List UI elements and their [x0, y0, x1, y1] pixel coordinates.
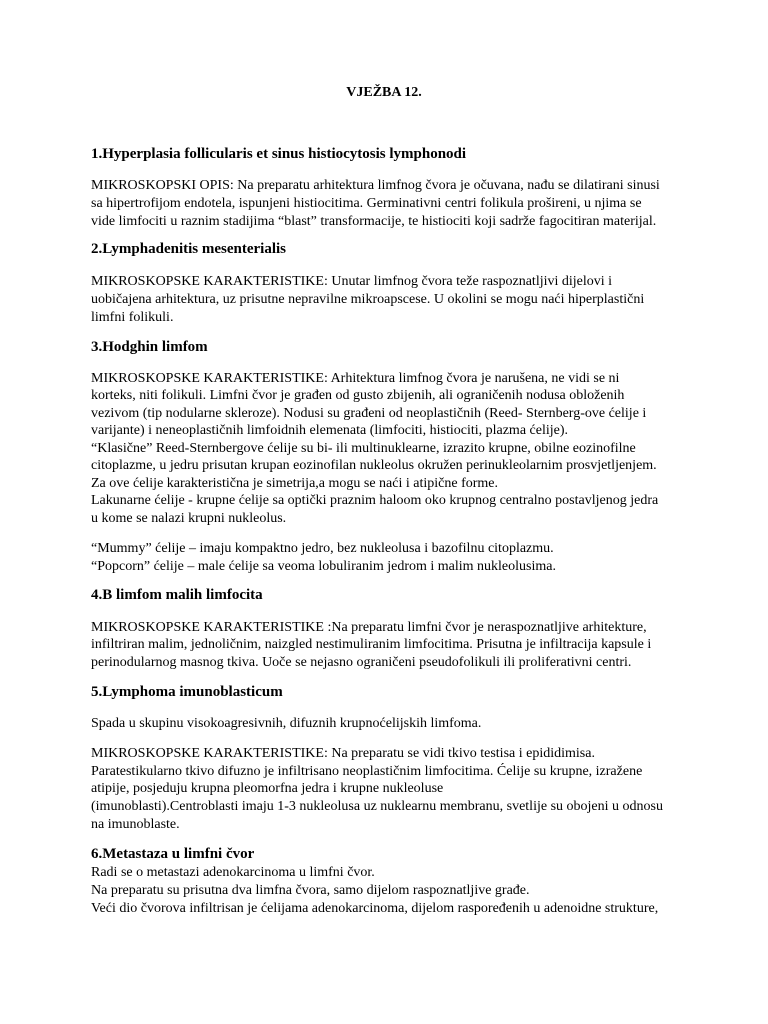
section-3-line: u kome se nalazi krupni nukleolus.: [91, 511, 287, 526]
section-3-line: “Popcorn” ćelije – male ćelije sa veoma lobuliranim jedrom i malim nukleolusima.: [91, 559, 556, 574]
section-5-line: Spada u skupinu visokoagresivnih, difuznih krupnoćelijskih limfoma.: [91, 716, 482, 731]
section-1-line: sa hipertrofijom endotela, ispunjeni histiocitima. Germinativni centri folikula prošireni, u njima se: [91, 196, 642, 211]
section-4-heading: 4.B limfom malih limfocita: [91, 587, 263, 603]
section-2-line: limfni folikuli.: [91, 310, 174, 325]
section-4-line: perinodularnog masnog tkiva. Uoče se nejasno ograničeni pseudofolikuli ili proliferativni centri.: [91, 655, 632, 670]
section-3-line: citoplazme, u jedru prisutan krupan eozinofilan nukleolus okružen perinukleolarnim prosvjetljenjem.: [91, 458, 657, 473]
section-2-line: uobičajena arhitektura, uz prisutne nepravilne mikroapscese. U okolini se mogu naći hiperplastični: [91, 292, 645, 307]
section-3-line: Za ove ćelije karakteristična je simetrija,a mogu se naći i atipične forme.: [91, 476, 498, 491]
section-3-line: korteks, niti folikuli. Limfni čvor je građen od gusto zbijenih, ali ograničenih nodusa obloženih: [91, 388, 625, 403]
section-6-line: Na preparatu su prisutna dva limfna čvora, samo dijelom raspoznatljive građe.: [91, 883, 530, 898]
section-6-line: Veći dio čvorova infiltrisan je ćelijama adenokarcinoma, dijelom raspoređenih u adenoidne strukture,: [91, 901, 659, 916]
section-6-line: Radi se o metastazi adenokarcinoma u limfni čvor.: [91, 865, 375, 880]
section-5-line: na imunoblaste.: [91, 817, 180, 832]
section-4-line: infiltriran malim, jednoličnim, naizgled nestimuliranim limfocitima. Prisutna je infiltracija kapsule i: [91, 637, 652, 652]
section-5-line: MIKROSKOPSKE KARAKTERISTIKE: Na preparatu se vidi tkivo testisa i epididimisa.: [91, 746, 595, 761]
section-2-line: MIKROSKOPSKE KARAKTERISTIKE: Unutar limfnog čvora teže raspoznatljivi dijelovi i: [91, 274, 613, 289]
section-4-line: MIKROSKOPSKE KARAKTERISTIKE :Na preparatu limfni čvor je neraspoznatljive arhitekture,: [91, 620, 647, 635]
page-title: VJEŽBA 12.: [346, 85, 422, 100]
section-5-line: Paratestikularno tkivo difuzno je infiltrisano neoplastičnim limfocitima. Ćelije su krupne, izražene: [91, 764, 643, 779]
section-1-heading: 1.Hyperplasia follicularis et sinus histiocytosis lymphonodi: [91, 146, 467, 162]
section-3-line: varijante) i neneoplastičnih limfoidnih elemenata (limfociti, histiociti, plazma ćelije).: [91, 423, 569, 438]
section-3-heading: 3.Hodghin limfom: [91, 339, 208, 355]
section-3-line: vezivom (tip nodularne skleroze). Nodusi su građeni od neoplastičnih (Reed- Sternberg-ove ćelije i: [91, 406, 647, 421]
section-5-line: atipije, posjeduju krupna pleomorfna jedra i krupne nukleoluse: [91, 781, 444, 796]
section-1-line: vide limfociti u raznim stadijima “blast” transformacije, te histiociti koji sadrže fagocitiran materijal.: [91, 214, 657, 229]
section-3-line: “Klasične” Reed-Sternbergove ćelije su bi- ili multinuklearne, izrazito krupne, obilne eozinofilne: [91, 441, 636, 456]
section-3-line: “Mummy” ćelije – imaju kompaktno jedro, bez nukleolusa i bazofilnu citoplazmu.: [91, 541, 554, 556]
section-2-heading: 2.Lymphadenitis mesenterialis: [91, 241, 287, 257]
section-1-line: MIKROSKOPSKI OPIS: Na preparatu arhitektura limfnog čvora je očuvana, nađu se dilatirani sinusi: [91, 178, 660, 193]
section-5-heading: 5.Lymphoma imunoblasticum: [91, 684, 283, 700]
section-3-line: MIKROSKOPSKE KARAKTERISTIKE: Arhitektura limfnog čvora je narušena, ne vidi se ni: [91, 371, 620, 386]
section-6-heading: 6.Metastaza u limfni čvor: [91, 846, 255, 862]
section-5-line: (imunoblasti).Centroblasti imaju 1-3 nukleolusa uz nuklearnu membranu, svetlije su obojeni u odnosu: [91, 799, 663, 814]
section-3-line: Lakunarne ćelije - krupne ćelije sa optički praznim haloom oko krupnog centralno postavljenog jedra: [91, 493, 659, 508]
